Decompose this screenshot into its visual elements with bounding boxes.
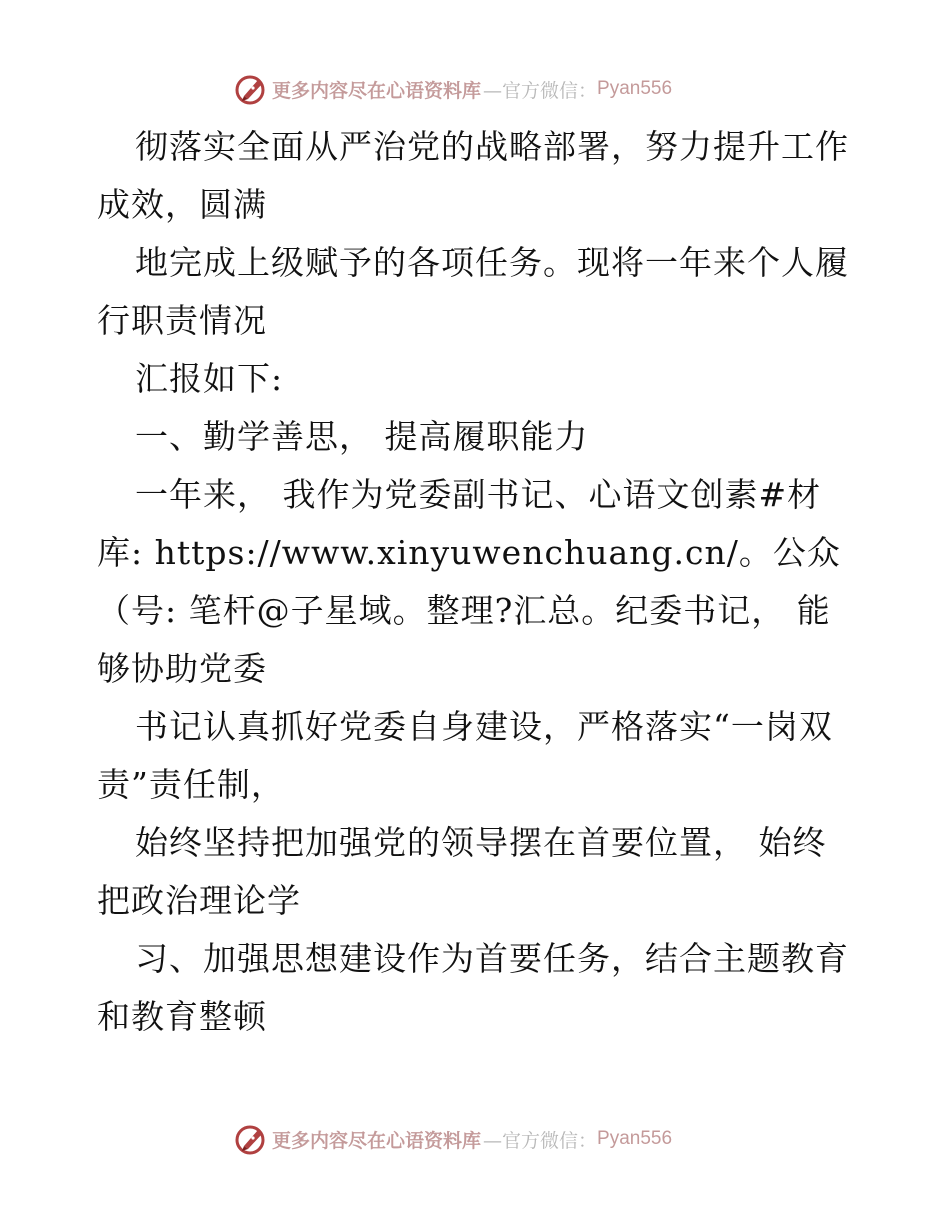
watermark-account-id: Pyan556 [597, 78, 673, 99]
watermark-brand-text: 更多内容尽在心语资料库 [272, 1129, 482, 1152]
pen-nib-logo-icon [234, 72, 268, 106]
watermark-separator-text: —官方微信： [483, 1129, 598, 1152]
paragraph-line: 把政治理论学 [97, 881, 301, 920]
paragraph-line: 库: https://www.xinyuwenchuang.cn/。公众 [97, 533, 841, 572]
paragraph-line: 地完成上级赋予的各项任务。现将一年来个人履 [135, 243, 849, 282]
paragraph-line: 彻落实全面从严治党的战略部署，努力提升工作 [135, 127, 849, 166]
paragraph-line: 汇报如下: [135, 359, 284, 398]
pen-nib-logo-icon [234, 1122, 268, 1156]
footer-watermark [234, 1122, 672, 1156]
paragraph-line: 一年来， 我作为党委副书记、心语文创素#材 [135, 475, 822, 514]
paragraph-line: 始终坚持把加强党的领导摆在首要位置， 始终 [135, 823, 827, 862]
watermark-brand-text: 更多内容尽在心语资料库 [272, 79, 482, 102]
watermark-separator-text: —官方微信： [483, 79, 598, 102]
watermark-account-id: Pyan556 [597, 1128, 673, 1149]
paragraph-line: 习、加强思想建设作为首要任务，结合主题教育 [135, 939, 849, 978]
paragraph-line: 够协助党委 [97, 649, 267, 688]
section-heading: 一、勤学善思， 提高履职能力 [135, 417, 589, 456]
header-watermark [234, 72, 672, 106]
paragraph-line: 行职责情况 [97, 301, 267, 340]
paragraph-line: 成效，圆满 [97, 185, 267, 224]
paragraph-line: （号: 笔杆@子星域。整理?汇总。纪委书记， 能 [97, 591, 831, 630]
paragraph-line: 书记认真抓好党委自身建设，严格落实“一岗双 [135, 707, 833, 746]
paragraph-line: 和教育整顿 [97, 997, 267, 1036]
paragraph-line: 责”责任制， [97, 765, 285, 804]
